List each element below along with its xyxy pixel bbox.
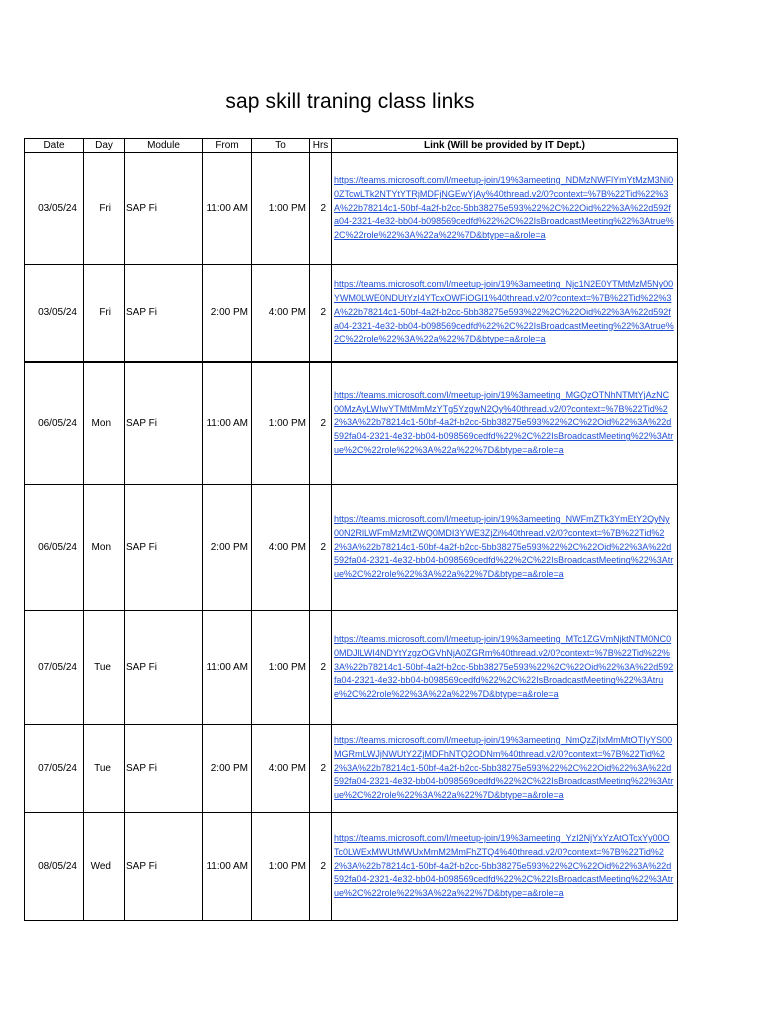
table-row — [25, 362, 678, 485]
date-cell: 03/05/24 — [25, 153, 84, 265]
date-cell: 06/05/24 — [25, 485, 84, 611]
from-cell: 11:00 AM — [203, 611, 252, 725]
from-cell: 11:00 AM — [203, 362, 252, 485]
from-cell: 11:00 AM — [203, 813, 252, 921]
to-cell: 4:00 PM — [252, 725, 310, 813]
from-cell: 2:00 PM — [203, 265, 252, 362]
table-row — [25, 153, 678, 265]
hrs-cell: 2 — [310, 813, 332, 921]
hrs-cell: 2 — [310, 265, 332, 362]
link-cell — [332, 611, 678, 725]
column-header-hrs: Hrs — [310, 139, 332, 153]
table-row — [25, 813, 678, 921]
module-cell: SAP Fi — [125, 611, 203, 725]
to-cell: 1:00 PM — [252, 813, 310, 921]
from-cell: 11:00 AM — [203, 153, 252, 265]
table-row — [25, 485, 678, 611]
module-cell: SAP Fi — [125, 153, 203, 265]
day-cell: Tue — [84, 611, 125, 725]
link-cell — [332, 485, 678, 611]
column-header-link: Link (Will be provided by IT Dept.) — [332, 139, 678, 153]
meeting-link[interactable]: https://teams.microsoft.com/l/meetup-join/19%3ameeting_NmQzZjIxMmMtOTIyYS00MGRmLWJjNWUtY2ZjMDFhNTQ2ODNm%40thread.v2/0?context=%7B%22Tid%22%3A%22b78214c1-50bf-4a2f-b2cc-5bb38275e593%22%2C%22Oid%22%3A%22d592fa04-2321-4e32-bb04-b098569cedfd%22%2C%22IsBroadcastMeeting%22%3Atrue%2C%22role%22%3A%22a%22%7D&btype=a&role=a — [334, 735, 674, 801]
day-cell: Mon — [84, 485, 125, 611]
date-cell: 03/05/24 — [25, 265, 84, 362]
to-cell: 1:00 PM — [252, 153, 310, 265]
date-cell: 07/05/24 — [25, 611, 84, 725]
meeting-link[interactable]: https://teams.microsoft.com/l/meetup-join/19%3ameeting_MTc1ZGVmNjktNTM0NC00MDJlLWI4NDYtYzgzOGVhNjA0ZGRm%40thread.v2/0?context=%7B%22Tid%22%3A%22b78214c1-50bf-4a2f-b2cc-5bb38275e593%22%2C%22Oid%22%3A%22d592fa04-2321-4e32-bb04-b098569cedfd%22%2C%22IsBroadcastMeeting%22%3Atrue%2C%22role%22%3A%22a%22%7D&btype=a&role=a — [334, 634, 674, 700]
table-row — [25, 265, 678, 362]
hrs-cell: 2 — [310, 153, 332, 265]
link-cell — [332, 725, 678, 813]
column-header-to: To — [252, 139, 310, 153]
module-cell: SAP Fi — [125, 362, 203, 485]
module-cell: SAP Fi — [125, 485, 203, 611]
table-row — [25, 611, 678, 725]
link-cell — [332, 813, 678, 921]
module-cell: SAP Fi — [125, 813, 203, 921]
page-title: sap skill traning class links — [225, 90, 475, 113]
meeting-link[interactable]: https://teams.microsoft.com/l/meetup-join/19%3ameeting_YzI2NjYxYzAtOTcxYy00OTc0LWExMWUtMWUxMmM2MmFhZTQ4%40thread.v2/0?context=%7B%22Tid%22%3A%22b78214c1-50bf-4a2f-b2cc-5bb38275e593%22%2C%22Oid%22%3A%22d592fa04-2321-4e32-bb04-b098569cedfd%22%2C%22IsBroadcastMeeting%22%3Atrue%2C%22role%22%3A%22a%22%7D&btype=a&role=a — [334, 833, 674, 899]
header-row — [25, 139, 678, 153]
meeting-link[interactable]: https://teams.microsoft.com/l/meetup-join/19%3ameeting_NDMzNWFlYmYtMzM3Ni00ZTcwLTk2NTYtYTRjMDFjNGEwYjAy%40thread.v2/0?context=%7B%22Tid%22%3A%22b78214c1-50bf-4a2f-b2cc-5bb38275e593%22%2C%22Oid%22%3A%22d592fa04-2321-4e32-bb04-b098569cedfd%22%2C%22IsBroadcastMeeting%22%3Atrue%2C%22role%22%3A%22a%22%7D&btype=a&role=a — [334, 175, 674, 241]
to-cell: 4:00 PM — [252, 265, 310, 362]
column-header-day: Day — [84, 139, 125, 153]
column-header-module: Module — [125, 139, 203, 153]
column-header-from: From — [203, 139, 252, 153]
date-cell: 07/05/24 — [25, 725, 84, 813]
date-cell: 06/05/24 — [25, 362, 84, 485]
hrs-cell: 2 — [310, 611, 332, 725]
class-links-table — [24, 138, 678, 921]
table-row — [25, 725, 678, 813]
link-cell — [332, 265, 678, 362]
from-cell: 2:00 PM — [203, 485, 252, 611]
day-cell: Tue — [84, 725, 125, 813]
hrs-cell: 2 — [310, 725, 332, 813]
hrs-cell: 2 — [310, 485, 332, 611]
meeting-link[interactable]: https://teams.microsoft.com/l/meetup-join/19%3ameeting_NWFmZTk3YmEtY2QyNy00N2RlLWFmMzMtZWQ0MDI3YWE3ZjZi%40thread.v2/0?context=%7B%22Tid%22%3A%22b78214c1-50bf-4a2f-b2cc-5bb38275e593%22%2C%22Oid%22%3A%22d592fa04-2321-4e32-bb04-b098569cedfd%22%2C%22IsBroadcastMeeting%22%3Atrue%2C%22role%22%3A%22a%22%7D&btype=a&role=a — [334, 514, 674, 580]
day-cell: Fri — [84, 153, 125, 265]
meeting-link[interactable]: https://teams.microsoft.com/l/meetup-join/19%3ameeting_MGQzOTNhNTMtYjAzNC00MzAyLWIwYTMtMmMzYTg5YzgwN2Qy%40thread.v2/0?context=%7B%22Tid%22%3A%22b78214c1-50bf-4a2f-b2cc-5bb38275e593%22%2C%22Oid%22%3A%22d592fa04-2321-4e32-bb04-b098569cedfd%22%2C%22IsBroadcastMeeting%22%3Atrue%2C%22role%22%3A%22a%22%7D&btype=a&role=a — [334, 389, 674, 455]
column-header-date: Date — [25, 139, 84, 153]
from-cell: 2:00 PM — [203, 725, 252, 813]
day-cell: Fri — [84, 265, 125, 362]
to-cell: 1:00 PM — [252, 362, 310, 485]
meeting-link[interactable]: https://teams.microsoft.com/l/meetup-join/19%3ameeting_Njc1N2E0YTMtMzM5Ny00YWM0LWE0NDUtYzI4YTcxOWFiOGI1%40thread.v2/0?context=%7B%22Tid%22%3A%22b78214c1-50bf-4a2f-b2cc-5bb38275e593%22%2C%22Oid%22%3A%22d592fa04-2321-4e32-bb04-b098569cedfd%22%2C%22IsBroadcastMeeting%22%3Atrue%2C%22role%22%3A%22a%22%7D&btype=a&role=a — [334, 279, 674, 345]
to-cell: 1:00 PM — [252, 611, 310, 725]
to-cell: 4:00 PM — [252, 485, 310, 611]
date-cell: 08/05/24 — [25, 813, 84, 921]
day-cell: Wed — [84, 813, 125, 921]
hrs-cell: 2 — [310, 362, 332, 485]
link-cell — [332, 153, 678, 265]
module-cell: SAP Fi — [125, 265, 203, 362]
module-cell: SAP Fi — [125, 725, 203, 813]
day-cell: Mon — [84, 362, 125, 485]
link-cell — [332, 362, 678, 485]
